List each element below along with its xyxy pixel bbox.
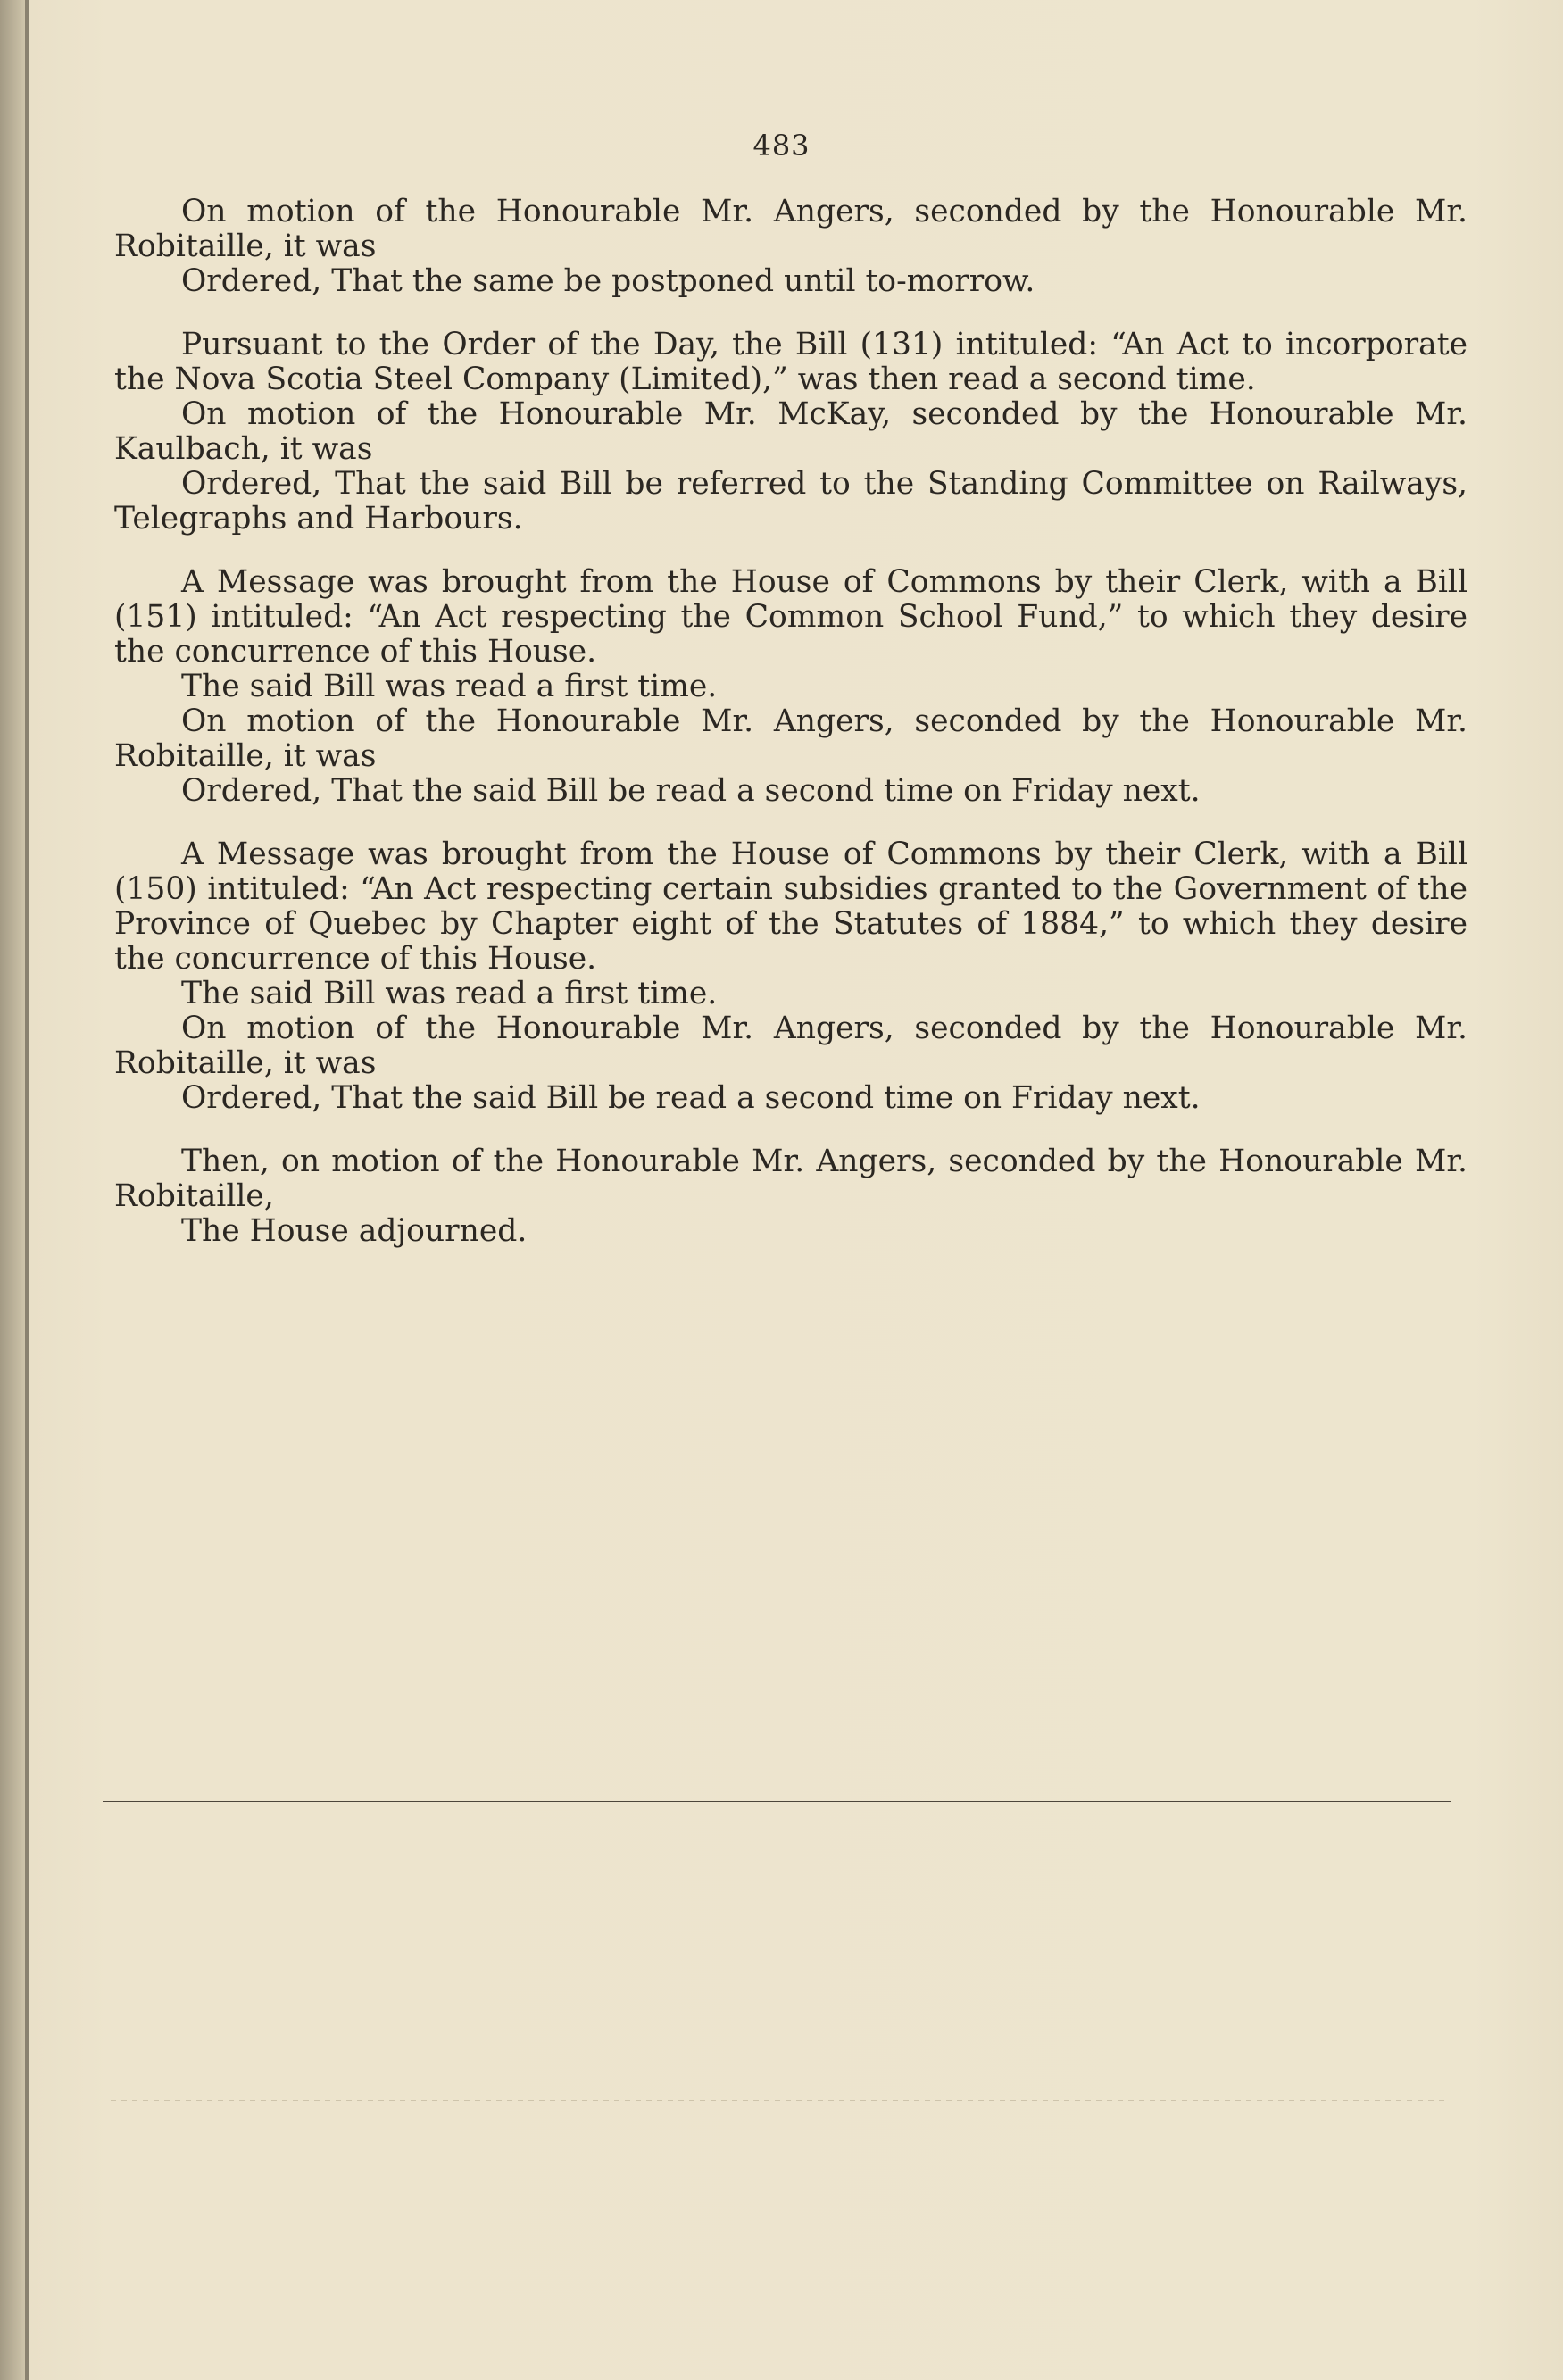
paragraph-first-reading-150: The said Bill was read a first time. <box>181 976 718 1011</box>
divider-rule-top <box>103 1801 1451 1802</box>
paragraph-order-postponed: Ordered, That the same be postponed until to-morrow. <box>181 263 1035 299</box>
paragraph-message-bill-151: A Message was brought from the House of Commons by their Clerk, with a Bill (151) intituled: “An Act respecting the Common School Fund,” to which they desire the concurrence of this House. <box>114 564 1467 670</box>
paragraph-motion-mckay: On motion of the Honourable Mr. McKay, seconded by the Honourable Mr. Kaulbach, it was <box>114 396 1467 467</box>
page-number: 483 <box>752 129 811 162</box>
paragraph-motion-angers-150: On motion of the Honourable Mr. Angers, seconded by the Honourable Mr. Robitaille, it was <box>114 1011 1467 1081</box>
paragraph-first-reading-151: The said Bill was read a first time. <box>181 669 718 704</box>
paragraph-message-bill-150: A Message was brought from the House of Commons by their Clerk, with a Bill (150) intituled: “An Act respecting certain subsidies granted to the Government of the Province of Quebec by Chapter eight of the Statutes of 1884,” to which they desire the concurrence of this House. <box>114 836 1467 977</box>
faint-show-through-line <box>111 2100 1450 2101</box>
paragraph-motion-1: On motion of the Honourable Mr. Angers, seconded by the Honourable Mr. Robitaille, it was <box>114 194 1467 264</box>
binding-shadow <box>0 0 25 2380</box>
paragraph-motion-angers-151: On motion of the Honourable Mr. Angers, seconded by the Honourable Mr. Robitaille, it was <box>114 703 1467 774</box>
paragraph-bill-131-second-reading: Pursuant to the Order of the Day, the Bill (131) intituled: “An Act to incorporate the Nova Scotia Steel Company (Limited),” was then read a second time. <box>114 327 1467 397</box>
paragraph-order-second-reading-151: Ordered, That the said Bill be read a second time on Friday next. <box>181 773 1201 809</box>
section-divider <box>103 1801 1451 1818</box>
paragraph-motion-adjourn: Then, on motion of the Honourable Mr. Angers, seconded by the Honourable Mr. Robitaille, <box>114 1144 1467 1214</box>
paragraph-order-second-reading-150: Ordered, That the said Bill be read a second time on Friday next. <box>181 1080 1201 1116</box>
paragraph-house-adjourned: The House adjourned. <box>181 1213 528 1249</box>
paragraph-order-referred: Ordered, That the said Bill be referred to the Standing Committee on Railways, Telegraphs and Harbours. <box>114 466 1467 537</box>
journal-body <box>114 195 1467 1249</box>
binding-edge <box>25 0 29 2380</box>
